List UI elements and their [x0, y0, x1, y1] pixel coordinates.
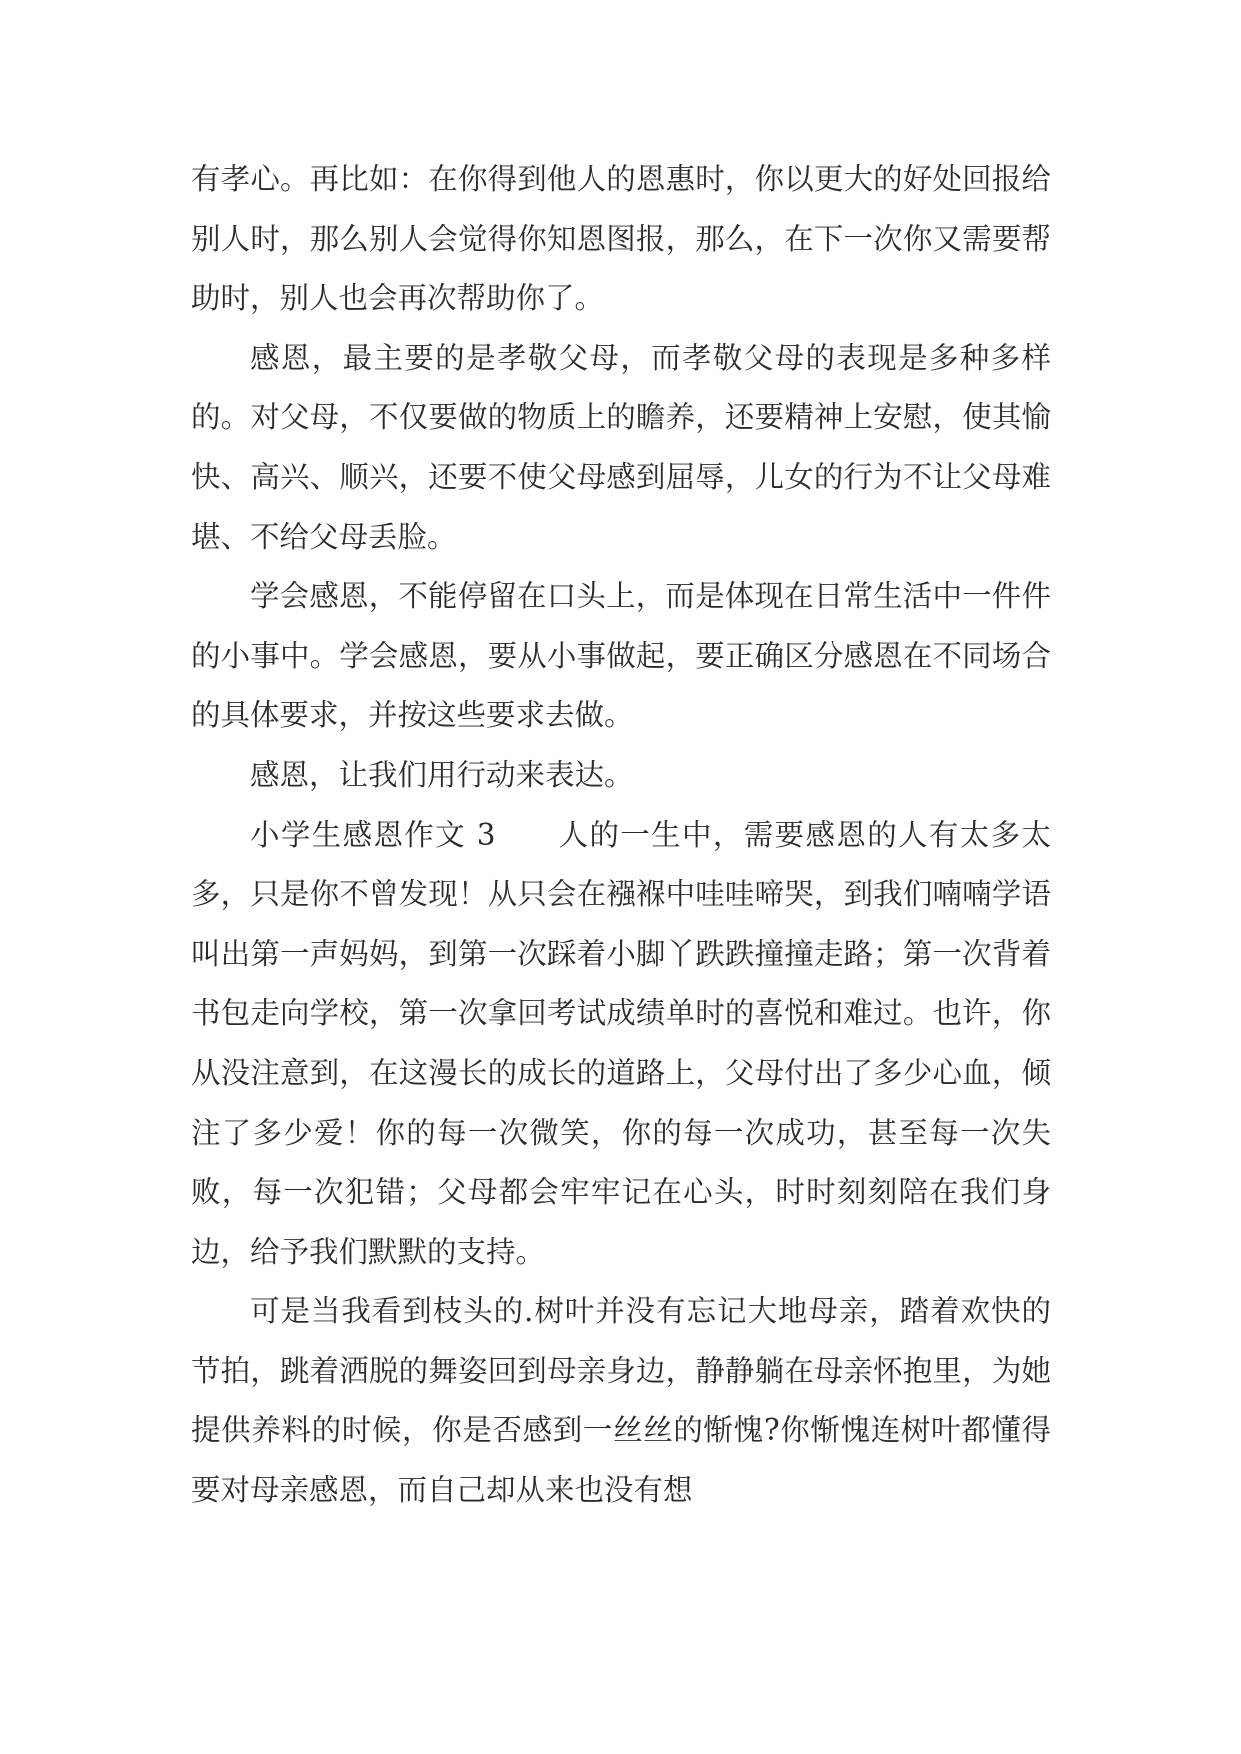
paragraph-4: 感恩，让我们用行动来表达。 — [250, 757, 634, 792]
paragraph-5: 小学生感恩作文 3 人的一生中，需要感恩的人有太多太多，只是你不曾发现！从只会在襁褓中哇哇啼哭，到我们喃喃学语叫出第一声妈妈，到第一次踩着小脚丫跌跌撞撞走路；第一次背着书包走向学校，第一次拿回考试成绩单时的喜悦和难过。也许，你从没注意到，在这漫长的成长的道路上，父母付出了多少心血，倾注了多少爱！你的每一次微笑，你的每一次成功，甚至每一次失败，每一次犯错；父母都会牢牢记在心头，时时刻刻陪在我们身边，给予我们默默的支持。 — [191, 817, 1051, 1269]
paragraph-6: 可是当我看到枝头的.树叶并没有忘记大地母亲，踏着欢快的节拍，跳着洒脱的舞姿回到母亲身边，静静躺在母亲怀抱里，为她提供养料的时候，你是否感到一丝丝的惭愧?你惭愧连树叶都懂得要对母亲感恩，而自己却从来也没有想 — [191, 1294, 1051, 1508]
paragraph-1: 有孝心。再比如：在你得到他人的恩惠时，你以更大的好处回报给别人时，那么别人会觉得你知恩图报，那么，在下一次你又需要帮助时，别人也会再次帮助你了。 — [191, 162, 1051, 316]
paragraph-2: 感恩，最主要的是孝敬父母，而孝敬父母的表现是多种多样的。对父母，不仅要做的物质上的瞻养，还要精神上安慰，使其愉快、高兴、顺兴，还要不使父母感到屈辱，儿女的行为不让父母难堪、不给父母丢脸。 — [191, 340, 1051, 554]
document-body — [191, 150, 1051, 1521]
paragraph-3: 学会感恩，不能停留在口头上，而是体现在日常生活中一件件的小事中。学会感恩，要从小事做起，要正确区分感恩在不同场合的具体要求，并按这些要求去做。 — [191, 579, 1051, 733]
